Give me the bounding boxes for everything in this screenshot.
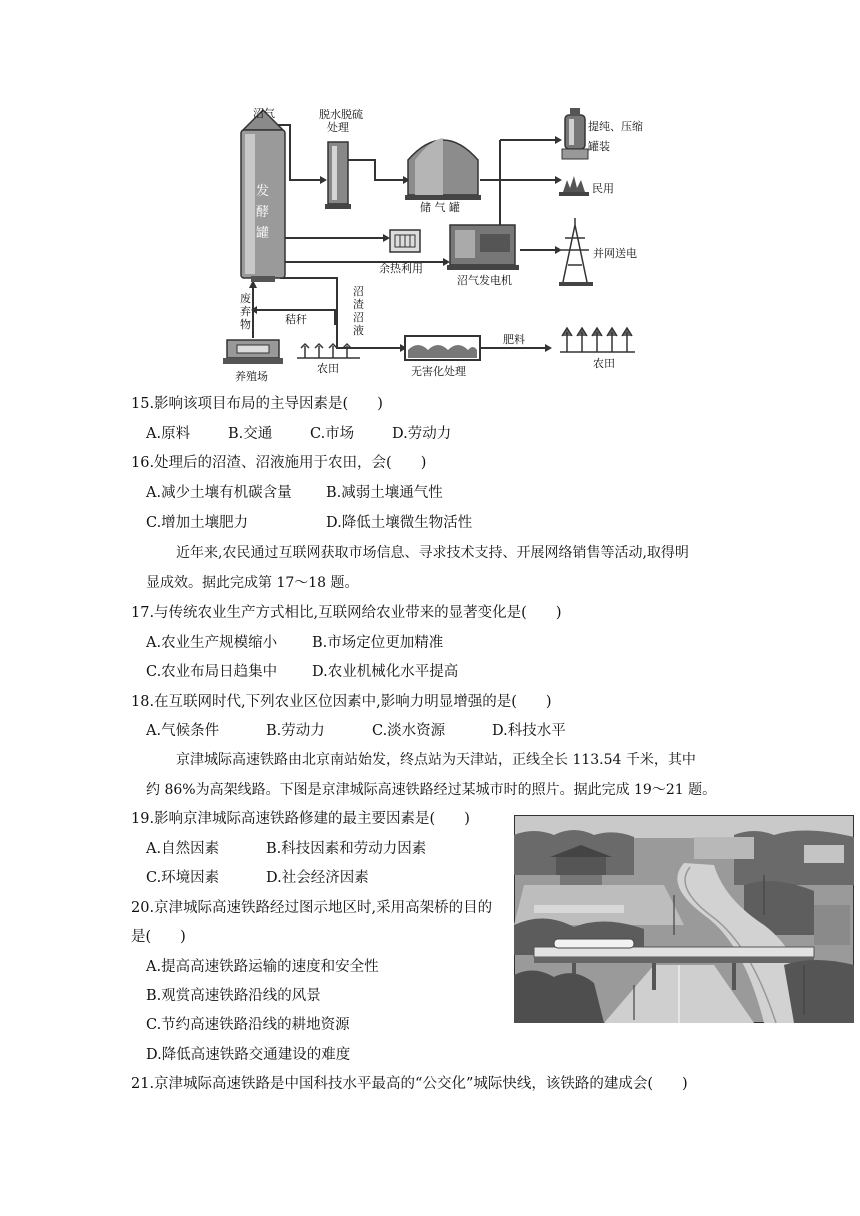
q19-option-c: C.环境因素: [146, 870, 220, 886]
q20-option-a: A.提高高速铁路运输的速度和安全性: [146, 959, 379, 975]
livestock-farm: [223, 340, 283, 364]
q18-option-c: C.淡水资源: [372, 723, 446, 739]
q20-option-d: D.降低高速铁路交通建设的难度: [146, 1047, 351, 1063]
large-field: [560, 328, 635, 352]
q16-options-row2: [146, 513, 472, 533]
q17-option-a: A.农业生产规模缩小: [146, 635, 278, 651]
passage2-line1: 京津城际高速铁路由北京南站始发，终点站为天津站，正线全长 113.54 千米，其中: [176, 752, 696, 768]
biogas-flow-diagram: [215, 100, 655, 390]
q19-option-a: A.自然因素: [146, 841, 220, 857]
label-field-small: 农田: [317, 362, 339, 375]
q15-option-c: C.市场: [310, 426, 355, 442]
label-fertilizer: 肥料: [503, 333, 525, 346]
small-field: [297, 344, 360, 358]
label-residue-2: 渣: [353, 298, 364, 311]
q17-option-b: B.市场定位更加精准: [312, 635, 444, 651]
q18-option-b: B.劳动力: [266, 723, 325, 739]
q20-stem-line1: 20.京津城际高速铁路经过图示地区时,采用高架桥的目的: [131, 900, 493, 916]
label-residue-3: 沼: [353, 311, 364, 324]
label-field-large: 农田: [593, 357, 615, 370]
label-desulfurization-2: 处理: [327, 121, 349, 134]
label-ferment-1: 发: [256, 184, 270, 199]
q17-option-c: C.农业布局日趋集中: [146, 664, 278, 680]
label-farm: 养殖场: [235, 370, 268, 383]
label-purify-2: 罐装: [588, 140, 610, 153]
q18-stem: 18.在互联网时代,下列农业区位因素中,影响力明显增强的是( ): [131, 694, 552, 710]
harmless-treatment-pool: [405, 336, 480, 360]
civil-use-burner: [559, 176, 589, 196]
q17-stem: 17.与传统农业生产方式相比,互联网给农业带来的显著变化是( ): [131, 605, 562, 621]
q15-option-d: D.劳动力: [392, 426, 452, 442]
q19-option-b: B.科技因素和劳动力因素: [266, 841, 427, 857]
gas-storage-tank: [405, 138, 481, 200]
biogas-generator: [447, 225, 519, 270]
label-civil-use: 民用: [592, 182, 614, 195]
label-generator: 沼气发电机: [457, 274, 512, 287]
q19-stem: 19.影响京津城际高速铁路修建的最主要因素是( ): [131, 811, 470, 827]
passage1-line1: 近年来,农民通过互联网获取市场信息、寻求技术支持、开展网络销售等活动,取得明: [176, 545, 689, 561]
q20-stem-line2: 是( ): [131, 929, 186, 945]
q16-options-row1: [146, 483, 443, 503]
label-straw: 秸秆: [285, 313, 307, 326]
passage1-line2: 显成效。据此完成第 17～18 题。: [146, 575, 359, 591]
label-waste-3: 物: [240, 318, 251, 331]
q16-option-d: D.降低土壤微生物活性: [326, 515, 473, 531]
passage2-line2: 约 86%为高架线路。下图是京津城际高速铁路经过某城市时的照片。据此完成 19～21 题。: [146, 782, 717, 798]
compressor-canister: [562, 108, 588, 159]
label-ferment-2: 酵: [256, 205, 270, 220]
q15-stem: 15.影响该项目布局的主导因素是( ): [131, 396, 383, 412]
q16-option-b: B.减弱土壤通气性: [326, 485, 443, 501]
waste-heat-unit: [390, 230, 420, 252]
q16-stem: 16.处理后的沼渣、沼液施用于农田，会( ): [131, 455, 427, 471]
label-residue-1: 沼: [353, 285, 364, 298]
q18-option-d: D.科技水平: [492, 723, 566, 739]
q19-options-row1: [146, 839, 426, 859]
power-tower: [559, 218, 593, 286]
label-harmless: 无害化处理: [411, 365, 466, 378]
q15-option-b: B.交通: [228, 426, 273, 442]
label-purify-1: 提纯、压缩: [588, 120, 643, 133]
label-storage-tank: 储 气 罐: [420, 201, 460, 214]
q18-options: [146, 721, 566, 741]
label-residue-4: 液: [353, 324, 364, 337]
label-ferment-3: 罐: [256, 226, 270, 241]
label-desulfurization-1: 脱水脱硫: [319, 108, 363, 121]
q20-option-c: C.节约高速铁路沿线的耕地资源: [146, 1017, 350, 1033]
desulfurizer: [325, 142, 351, 209]
q19-option-d: D.社会经济因素: [266, 870, 369, 886]
label-biogas: 沼气: [253, 107, 275, 120]
q20-option-b: B.观赏高速铁路沿线的风景: [146, 988, 321, 1004]
q15-option-a: A.原料: [146, 426, 191, 442]
label-waste-2: 弃: [240, 305, 251, 318]
q16-option-a: A.减少土壤有机碳含量: [146, 485, 292, 501]
q17-options-row1: [146, 633, 443, 653]
q16-option-c: C.增加土壤肥力: [146, 515, 249, 531]
q19-options-row2: [146, 868, 369, 888]
q17-option-d: D.农业机械化水平提高: [312, 664, 459, 680]
label-waste-heat: 余热利用: [379, 262, 423, 275]
q15-options: [146, 424, 451, 444]
label-waste-1: 废: [240, 292, 251, 305]
label-grid-power: 并网送电: [593, 247, 637, 260]
q17-options-row2: [146, 662, 458, 682]
q21-stem: 21.京津城际高速铁路是中国科技水平最高的“公交化”城际快线，该铁路的建成会( ): [131, 1076, 688, 1092]
q18-option-a: A.气候条件: [146, 723, 220, 739]
railway-photo: [514, 815, 854, 1023]
